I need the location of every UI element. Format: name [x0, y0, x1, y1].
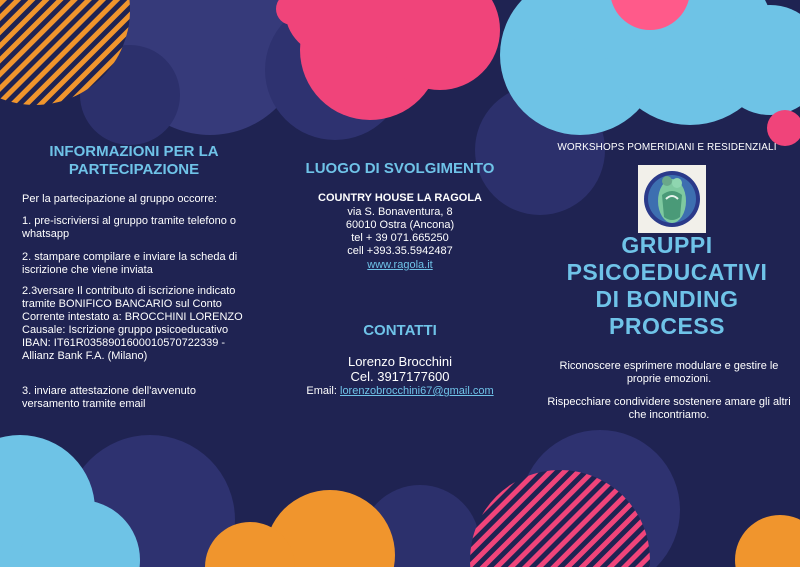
info-step: 3. inviare attestazione dell'avvenuto versamento tramite email — [22, 385, 196, 410]
venue-contacts-panel — [266, 0, 534, 567]
workshops-subtitle: WORKSHOPS POMERIDIANI E RESIDENZIALI — [557, 142, 777, 153]
title-line: DI BONDING — [595, 286, 739, 312]
title-line: PROCESS — [609, 313, 725, 339]
venue-cell: cell +393.35.5942487 — [347, 245, 453, 257]
venue-name: COUNTRY HOUSE LA RAGOLA — [318, 192, 482, 204]
contact-cell: Cel. 3917177600 — [350, 369, 450, 384]
info-step: 2.3versare Il contributo di iscrizione indicato tramite BONIFICO BANCARIO sul Conto Corrente intestato a: BROCCHINI LORENZO Causale: Iscrizione gruppo psicoeducativo IBAN: IT61R0358901600010570722339 - Allianz Bank F.A. (Milano) — [22, 285, 243, 362]
venue-title: LUOGO DI SVOLGIMENTO — [305, 160, 495, 177]
info-intro: Per la partecipazione al gruppo occorre: — [22, 193, 218, 205]
cover-panel — [534, 0, 800, 567]
contact-email — [266, 385, 534, 398]
venue-phone: tel + 39 071.665250 — [351, 232, 449, 244]
venue-website-link[interactable]: www.ragola.it — [367, 259, 433, 271]
contacts-title: CONTATTI — [363, 322, 437, 339]
email-label: Email: — [306, 385, 340, 397]
contact-name: Lorenzo Brocchini — [347, 354, 453, 369]
info-title: INFORMAZIONI PER LA PARTECIPAZIONE — [49, 143, 219, 178]
embrace-logo-icon — [638, 165, 706, 233]
venue-city: 60010 Ostra (Ancona) — [345, 219, 455, 231]
info-step: 1. pre-iscriviersi al gruppo tramite telefono o whatsapp — [22, 215, 236, 240]
main-title — [534, 232, 800, 340]
title-line: PSICOEDUCATIVI — [566, 259, 768, 285]
info-step: 2. stampare compilare e inviare la scheda di iscrizione che viene inviata — [22, 251, 238, 276]
description-1: Riconoscere esprimere modulare e gestire le proprie emozioni. — [559, 360, 779, 385]
logo — [638, 165, 706, 233]
title-line: GRUPPI — [621, 232, 713, 258]
info-panel — [0, 0, 266, 567]
venue-address: via S. Bonaventura, 8 — [347, 206, 453, 218]
email-link[interactable]: lorenzobrocchini67@gmail.com — [340, 385, 494, 397]
description-2: Rispecchiare condividere sostenere amare gli altri che incontriamo. — [547, 396, 791, 421]
